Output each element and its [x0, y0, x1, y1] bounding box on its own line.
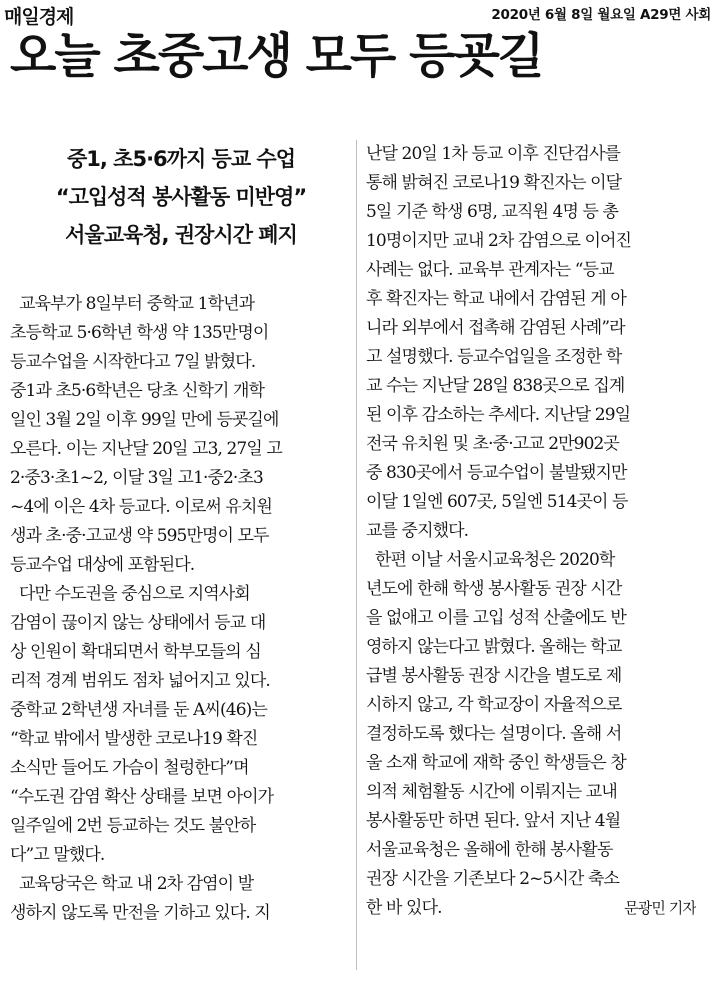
body-text-line: 시하지 않고, 각 학교장이 자율적으로: [366, 695, 622, 715]
body-text-line: 등교수업 대상에 포함된다.: [10, 555, 195, 575]
body-text-line: 을 없애고 이를 고입 성적 산출에도 반: [366, 608, 626, 628]
body-text-line: 중 830곳에서 등교수업이 불발됐지만: [366, 463, 627, 483]
body-text-line: 결정하도록 했다는 설명이다. 올해 서: [366, 724, 622, 744]
article-headline: 오늘 초중고생 모두 등굣길: [10, 28, 543, 84]
body-text-line: 의적 체험활동 시간에 이뤄지는 교내: [366, 782, 617, 802]
body-text-line: 2·중3·초1~2, 이달 3일 고1·중2·초3: [10, 468, 263, 488]
body-text-line: 중학교 2학년생 자녀를 둔 A씨(46)는: [10, 700, 267, 720]
body-text-line: 교를 중지했다.: [366, 521, 469, 541]
body-text-line: 상 인원이 확대되면서 학부모들의 심: [10, 642, 261, 662]
subheadline: 서울교육청, 권장시간 폐지: [65, 223, 297, 247]
body-text-line: 전국 유치원 및 초·중·고교 2만902곳: [366, 434, 619, 454]
body-text-line: 난달 20일 1차 등교 이후 진단검사를: [366, 144, 621, 164]
reporter-byline: 문광민 기자: [624, 899, 696, 917]
body-text-line: 소식만 들어도 가슴이 철렁한다”며: [10, 758, 249, 778]
body-text-line: 이달 1일엔 607곳, 5일엔 514곳이 등: [366, 492, 628, 512]
body-text-line: 니라 외부에서 접촉해 감염된 사례”라: [366, 318, 625, 338]
body-text-line: 영하지 않는다고 밝혔다. 올해는 학교: [366, 637, 622, 657]
body-text-line: 감염이 끊이지 않는 상태에서 등교 대: [10, 613, 266, 633]
body-text-line: 생하지 않도록 만전을 기하고 있다. 지: [10, 903, 270, 923]
body-text-line: 울 소재 학교에 재학 중인 학생들은 창: [366, 753, 626, 773]
body-text-line: 5일 기준 학생 6명, 교직원 4명 등 총: [366, 202, 619, 222]
body-text-line: 교육당국은 학교 내 2차 감염이 발: [10, 874, 254, 894]
body-text-line: “수도권 감염 확산 상태를 보면 아이가: [10, 787, 274, 807]
body-text-line: 서울교육청은 올해에 한해 봉사활동: [366, 840, 613, 860]
body-text-line: 등교수업을 시작한다고 7일 밝혔다.: [10, 352, 256, 372]
body-text-line: 다만 수도권을 중심으로 지역사회: [10, 584, 250, 604]
column-divider: [356, 140, 357, 970]
body-text-line: 교육부가 8일부터 중학교 1학년과: [10, 294, 255, 314]
body-text-line: “학교 밖에서 발생한 코로나19 확진: [10, 729, 258, 749]
body-text-line: 오른다. 이는 지난달 20일 고3, 27일 고: [10, 439, 282, 459]
body-text-line: 한편 이날 서울시교육청은 2020학: [366, 550, 615, 570]
body-text-line: 중1과 초5·6학년은 당초 신학기 개학: [10, 381, 265, 401]
publication-date-page: 2020년 6월 8일 월요일 A29면 사회: [491, 7, 711, 23]
body-text-line: 년도에 한해 학생 봉사활동 권장 시간: [366, 579, 622, 599]
body-text-line: 권장 시간을 기존보다 2~5시간 축소: [366, 869, 619, 889]
newspaper-logo: 매일경제: [4, 6, 74, 28]
body-text-line: 일인 3월 2일 이후 99일 만에 등굣길에: [10, 410, 279, 430]
body-text-line: 10명이지만 교내 2차 감염으로 이어진: [366, 231, 632, 251]
subheadline: 중1, 초5·6까지 등교 수업: [66, 147, 295, 171]
article-body-left-column: [10, 290, 346, 928]
body-text-line: 고 설명했다. 등교수업일을 조정한 학: [366, 347, 622, 367]
body-text-line: 봉사활동만 하면 된다. 앞서 지난 4월: [366, 811, 621, 831]
body-text-line: 후 확진자는 학교 내에서 감염된 게 아: [366, 289, 626, 309]
body-text-line: 된 이후 감소하는 추세다. 지난달 29일: [366, 405, 631, 425]
body-text-line: 급별 봉사활동 권장 시간을 별도로 제: [366, 666, 622, 686]
article-body-right-column: [366, 140, 696, 923]
body-text-line: 교 수는 지난달 28일 838곳으로 집계: [366, 376, 625, 396]
body-text-line: 생과 초·중·고교생 약 595만명이 모두: [10, 526, 269, 546]
subheadline: “고입성적 봉사활동 미반영”: [55, 185, 307, 209]
body-text-line: ~4에 이은 4차 등교다. 이로써 유치원: [10, 497, 272, 517]
body-text-line: 리적 경계 범위도 점차 넓어지고 있다.: [10, 671, 270, 691]
body-text-line: 초등학교 5·6학년 학생 약 135만명이: [10, 323, 269, 343]
body-text-fragment: 한 바 있다.: [366, 898, 442, 918]
body-text-line: 사례는 없다. 교육부 관계자는 “등교: [366, 260, 614, 280]
body-text-line: 통해 밝혀진 코로나19 확진자는 이달: [366, 173, 622, 193]
article-subheadlines: [16, 140, 346, 254]
body-text-line: [366, 894, 696, 923]
body-text-line: 다”고 말했다.: [10, 845, 105, 865]
body-text-line: 일주일에 2번 등교하는 것도 불안하: [10, 816, 256, 836]
